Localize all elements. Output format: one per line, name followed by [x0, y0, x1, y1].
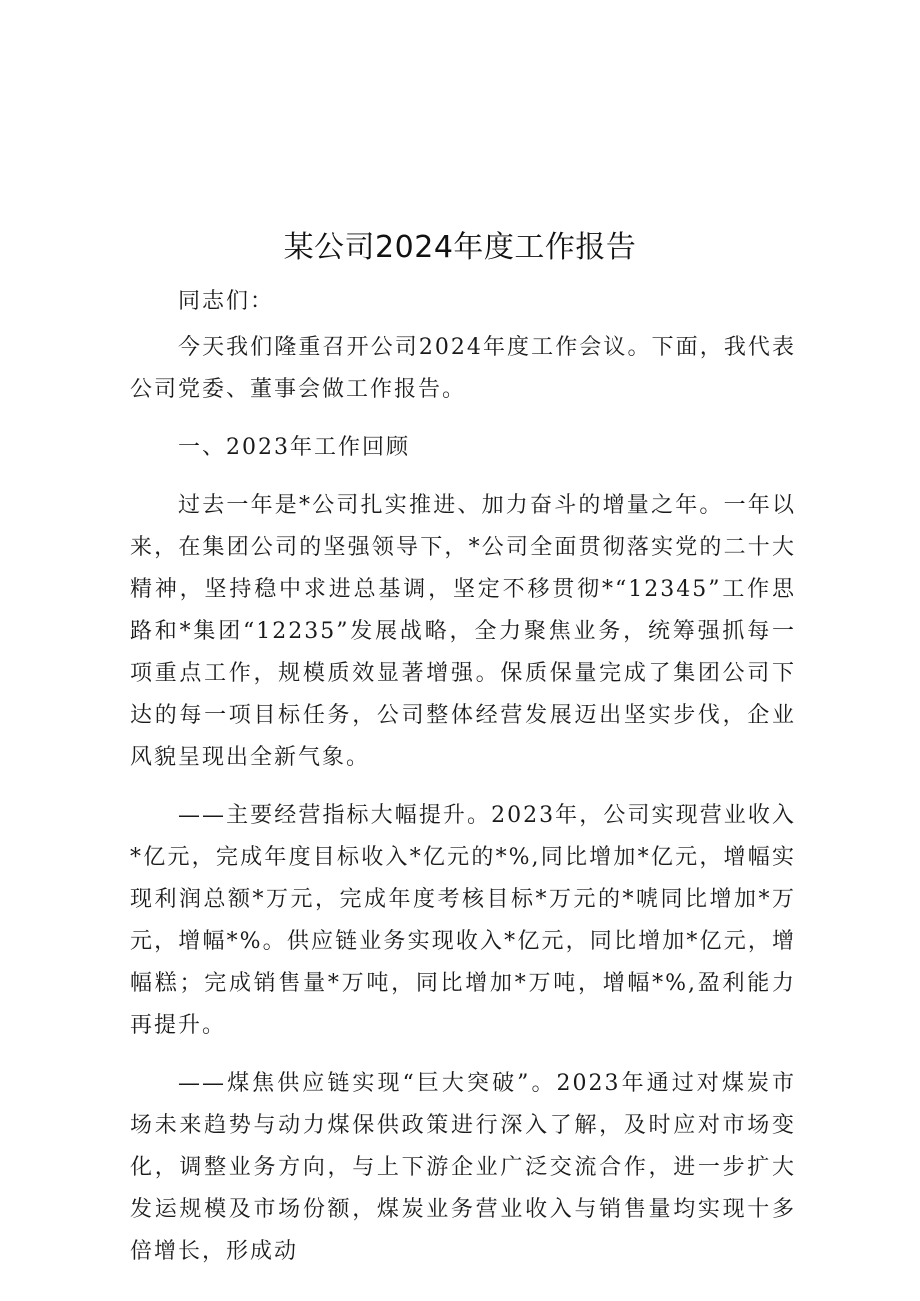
document-body	[130, 327, 796, 1289]
paragraph-review: 过去一年是*公司扎实推进、加力奋斗的增量之年。一年以来，在集团公司的坚强领导下，*公司全面贯彻落实党的二十大精神，坚持稳中求进总基调，坚定不移贯彻*“12345”工作思路和*集团“12235”发展战略，全力聚焦业务，统筹强抓每一项重点工作，规模质效显著增强。保质保量完成了集团公司下达的每一项目标任务，公司整体经营发展迈出坚实步伐，企业风貌呈现出全新气象。	[130, 493, 796, 770]
paragraph-supply-chain: ——煤焦供应链实现“巨大突破”。2023年通过对煤炭市场未来趋势与动力煤保供政策进行深入了解，及时应对市场变化，调整业务方向，与上下游企业广泛交流合作，进一步扩大发运规模及市场份额，煤炭业务营业收入与销售量均实现十多倍增长，形成动	[130, 1071, 796, 1264]
document-title: 某公司2024年度工作报告	[283, 230, 637, 265]
salutation: 同志们：	[178, 289, 275, 314]
paragraph-indicators: ——主要经营指标大幅提升。2023年，公司实现营业收入*亿元，完成年度目标收入*亿元的*%,同比增加*亿元，增幅实现利润总额*万元，完成年度考核目标*万元的*唬同比增加*万元，增幅*%。供应链业务实现收入*亿元，同比增加*亿元，增幅糕；完成销售量*万吨，同比增加*万吨，增幅*%,盈利能力再提升。	[130, 803, 796, 1038]
section-heading: 一、2023年工作回顾	[178, 435, 410, 460]
paragraph-intro: 今天我们隆重召开公司2024年度工作会议。下面，我代表公司党委、董事会做工作报告。	[130, 335, 796, 402]
